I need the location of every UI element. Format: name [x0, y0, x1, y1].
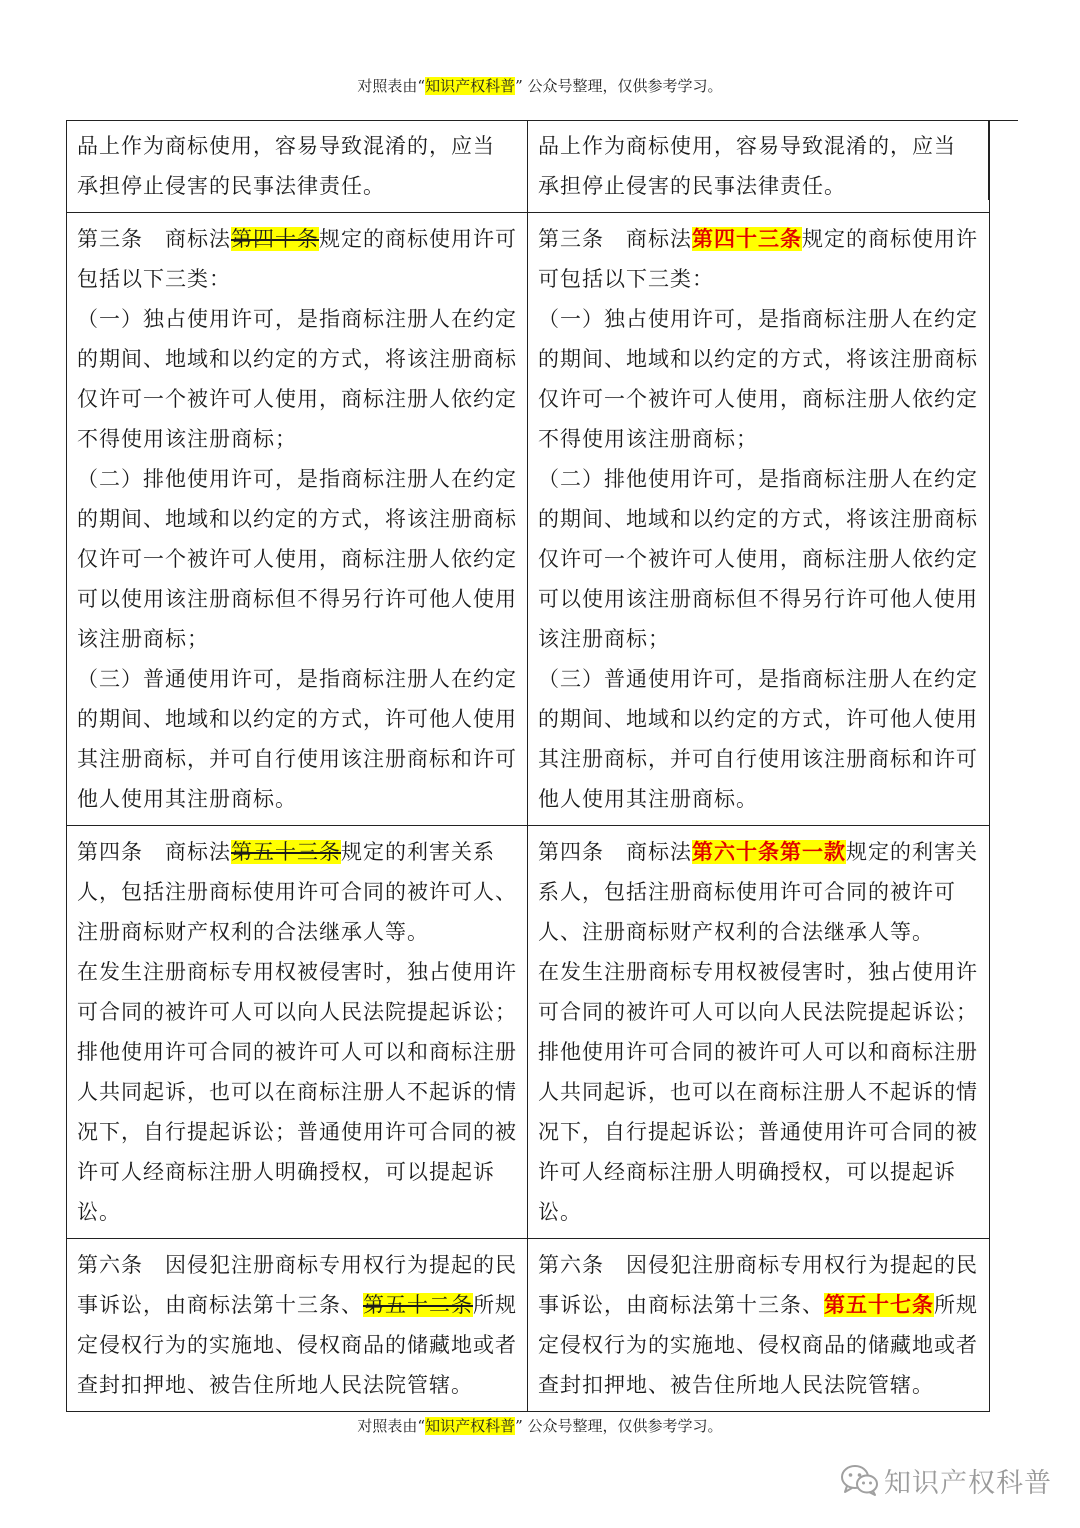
article-paragraph: 在发生注册商标专用权被侵害时，独占使用许可合同的被许可人可以向人民法院提起诉讼；排他使用许可合同的被许可人可以和商标注册人共同起诉，也可以在商标注册人不起诉的情况下，自行提起诉讼；普通使用许可合同的被许可人经商标注册人明确授权，可以提起诉讼。 [538, 960, 978, 1224]
footer-brand: 知识产权科普 [425, 1417, 516, 1435]
article-heading [538, 832, 979, 952]
deleted-reference: 第五十三条 [231, 840, 341, 864]
new-text-line: 承担停止侵害的民事法律责任。 [538, 174, 846, 198]
old-version-cell [67, 826, 528, 1239]
article-heading [77, 1245, 517, 1405]
header-brand: 知识产权科普 [425, 77, 516, 95]
table-row [67, 120, 990, 213]
article-paragraph: 在发生注册商标专用权被侵害时，独占使用许可合同的被许可人可以向人民法院提起诉讼；排他使用许可合同的被许可人可以和商标注册人共同起诉，也可以在商标注册人不起诉的情况下，自行提起诉讼；普通使用许可合同的被许可人经商标注册人明确授权，可以提起诉讼。 [77, 960, 517, 1224]
deleted-reference: 第四十条 [231, 227, 319, 251]
new-version-cell [528, 826, 990, 1239]
article-heading [538, 219, 979, 299]
article-text: 第六条 因侵犯注册商标专用权行为提起的民事诉讼，由商标法第十三条、 [77, 1253, 517, 1317]
watermark-text: 知识产权科普 [884, 1467, 1052, 1499]
article-heading [77, 832, 517, 952]
table-row [67, 213, 990, 826]
article-text: 第四条 商标法 [77, 840, 231, 864]
deleted-reference: 第五十二条 [363, 1293, 473, 1317]
article-text: 规定的商标使用许可包括以下三类： [77, 227, 517, 291]
footer-note [0, 1416, 1080, 1436]
article-text: 所规定侵权行为的实施地、侵权商品的储藏地或者查封扣押地、被告住所地人民法院管辖。 [538, 1293, 978, 1397]
article-text: 第六条 因侵犯注册商标专用权行为提起的民事诉讼，由商标法第十三条、 [538, 1253, 978, 1317]
watermark [840, 1458, 1070, 1502]
inserted-reference: 第五十七条 [824, 1293, 934, 1317]
old-version-cell [67, 120, 528, 213]
new-text-line: 品上作为商标使用，容易导致混淆的，应当 [538, 134, 956, 158]
header-suffix: ” 公众号整理，仅供参考学习。 [515, 77, 723, 95]
article-paragraph: （一）独占使用许可，是指商标注册人在约定的期间、地域和以约定的方式，将该注册商标仅许可一个被许可人使用，商标注册人依约定不得使用该注册商标； [538, 307, 978, 451]
header-prefix: 对照表由“ [357, 77, 426, 95]
new-version-cell [528, 213, 990, 826]
inserted-reference: 第六十条第一款 [692, 840, 846, 864]
article-text: 第三条 商标法 [77, 227, 231, 251]
wechat-icon [840, 1463, 880, 1497]
new-version-cell [528, 1239, 990, 1412]
article-heading [77, 219, 517, 299]
table-row [67, 826, 990, 1239]
article-text: 规定的利害关系人，包括注册商标使用许可合同的被许可人、注册商标财产权利的合法继承人等。 [77, 840, 517, 944]
footer-suffix: ” 公众号整理，仅供参考学习。 [515, 1417, 723, 1435]
comparison-table [66, 120, 990, 1412]
article-heading [538, 1245, 979, 1405]
article-paragraph: （三）普通使用许可，是指商标注册人在约定的期间、地域和以约定的方式，许可他人使用其注册商标，并可自行使用该注册商标和许可他人使用其注册商标。 [77, 667, 517, 811]
article-text: 第四条 商标法 [538, 840, 692, 864]
new-version-cell [528, 120, 990, 213]
old-text-line: 品上作为商标使用，容易导致混淆的，应当 [77, 134, 495, 158]
header-note [0, 76, 1080, 96]
old-version-cell [67, 213, 528, 826]
old-version-cell [67, 1239, 528, 1412]
article-paragraph: （三）普通使用许可，是指商标注册人在约定的期间、地域和以约定的方式，许可他人使用其注册商标，并可自行使用该注册商标和许可他人使用其注册商标。 [538, 667, 978, 811]
article-text: 第三条 商标法 [538, 227, 692, 251]
article-paragraph: （二）排他使用许可，是指商标注册人在约定的期间、地域和以约定的方式，将该注册商标仅许可一个被许可人使用，商标注册人依约定可以使用该注册商标但不得另行许可他人使用该注册商标； [538, 467, 978, 651]
footer-prefix: 对照表由“ [357, 1417, 426, 1435]
old-text-line: 承担停止侵害的民事法律责任。 [77, 174, 385, 198]
article-paragraph: （二）排他使用许可，是指商标注册人在约定的期间、地域和以约定的方式，将该注册商标仅许可一个被许可人使用，商标注册人依约定可以使用该注册商标但不得另行许可他人使用该注册商标； [77, 467, 517, 651]
article-text: 规定的利害关系人，包括注册商标使用许可合同的被许可人、注册商标财产权利的合法继承人等。 [538, 840, 978, 944]
inserted-reference: 第四十三条 [692, 227, 802, 251]
table-row [67, 1239, 990, 1412]
article-paragraph: （一）独占使用许可，是指商标注册人在约定的期间、地域和以约定的方式，将该注册商标仅许可一个被许可人使用，商标注册人依约定不得使用该注册商标； [77, 307, 517, 451]
article-text: 所规定侵权行为的实施地、侵权商品的储藏地或者查封扣押地、被告住所地人民法院管辖。 [77, 1293, 517, 1397]
article-text: 规定的商标使用许可包括以下三类： [538, 227, 978, 291]
